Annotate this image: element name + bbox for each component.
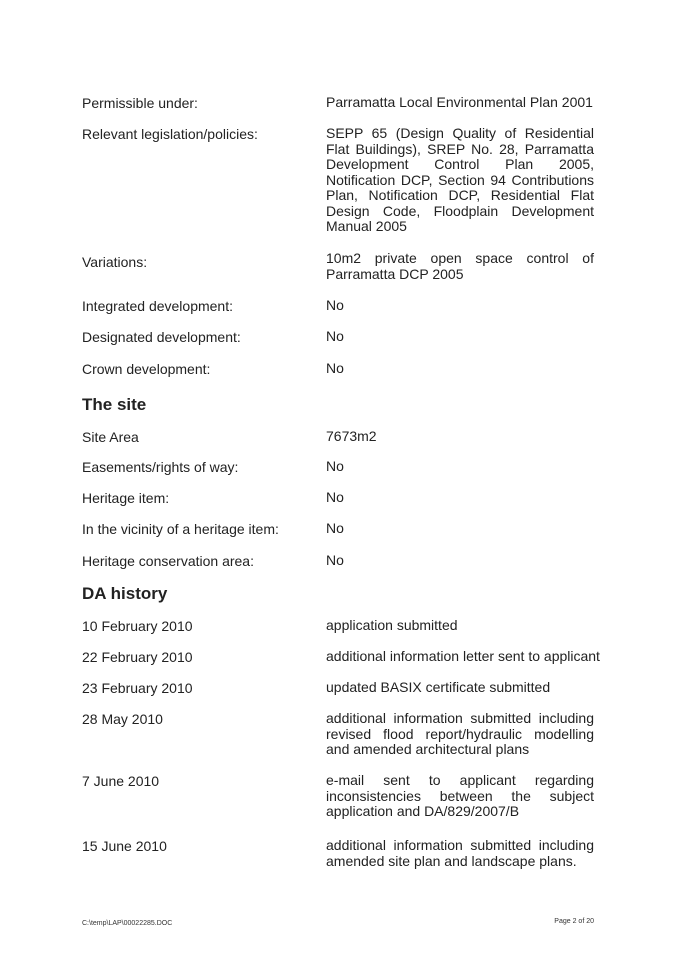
row-value: No [326,552,344,568]
history-date: 15 June 2010 [82,838,167,854]
row-label: Relevant legislation/policies: [82,126,258,142]
history-date: 10 February 2010 [82,618,193,634]
history-date: 22 February 2010 [82,649,193,665]
history-date: 28 May 2010 [82,711,163,727]
history-event: updated BASIX certificate submitted [326,679,551,695]
row-value: 7673m2 [326,428,377,444]
row-label: Site Area [82,429,139,445]
footer-page-number: Page 2 of 20 [554,918,594,925]
history-event: additional information letter sent to applicant [326,648,600,664]
row-value: Parramatta Local Environmental Plan 2001 [326,94,593,110]
section-heading-history: DA history [82,584,168,603]
row-label: Heritage conservation area: [82,553,254,569]
row-value: No [326,520,344,536]
section-heading-site: The site [82,395,147,414]
row-label: Variations: [82,254,148,270]
row-value: No [326,328,344,344]
history-event: additional information submitted including amended site plan and landscape plans. [326,837,594,869]
row-value: No [326,360,344,376]
row-label: Designated development: [82,329,241,345]
row-label: Easements/rights of way: [82,459,239,475]
row-label: Integrated development: [82,298,233,314]
row-label: Heritage item: [82,490,170,506]
row-value: No [326,297,344,313]
row-value: No [326,458,344,474]
history-event: additional information submitted including revised flood report/hydraulic modelling and amended architectural plans [326,710,594,757]
history-event: application submitted [326,617,458,633]
row-label: Crown development: [82,361,211,377]
row-value: SEPP 65 (Design Quality of Residential Flat Buildings), SREP No. 28, Parramatta Development Control Plan 2005, Notification DCP, Section 94 Contributions Plan, Notification DCP, Residential Flat Design Code, Floodplain Development Manual 2005 [326,125,594,234]
footer-file-path: C:\temp\LAP\00022285.DOC [82,920,173,927]
row-value: 10m2 private open space control of Parramatta DCP 2005 [326,250,594,282]
history-date: 7 June 2010 [82,773,160,789]
row-value: No [326,489,344,505]
history-date: 23 February 2010 [82,680,193,696]
history-event: e-mail sent to applicant regarding inconsistencies between the subject application and DA/829/2007/B [326,772,594,819]
row-label: Permissible under: [82,95,198,111]
row-label: In the vicinity of a heritage item: [82,521,279,537]
